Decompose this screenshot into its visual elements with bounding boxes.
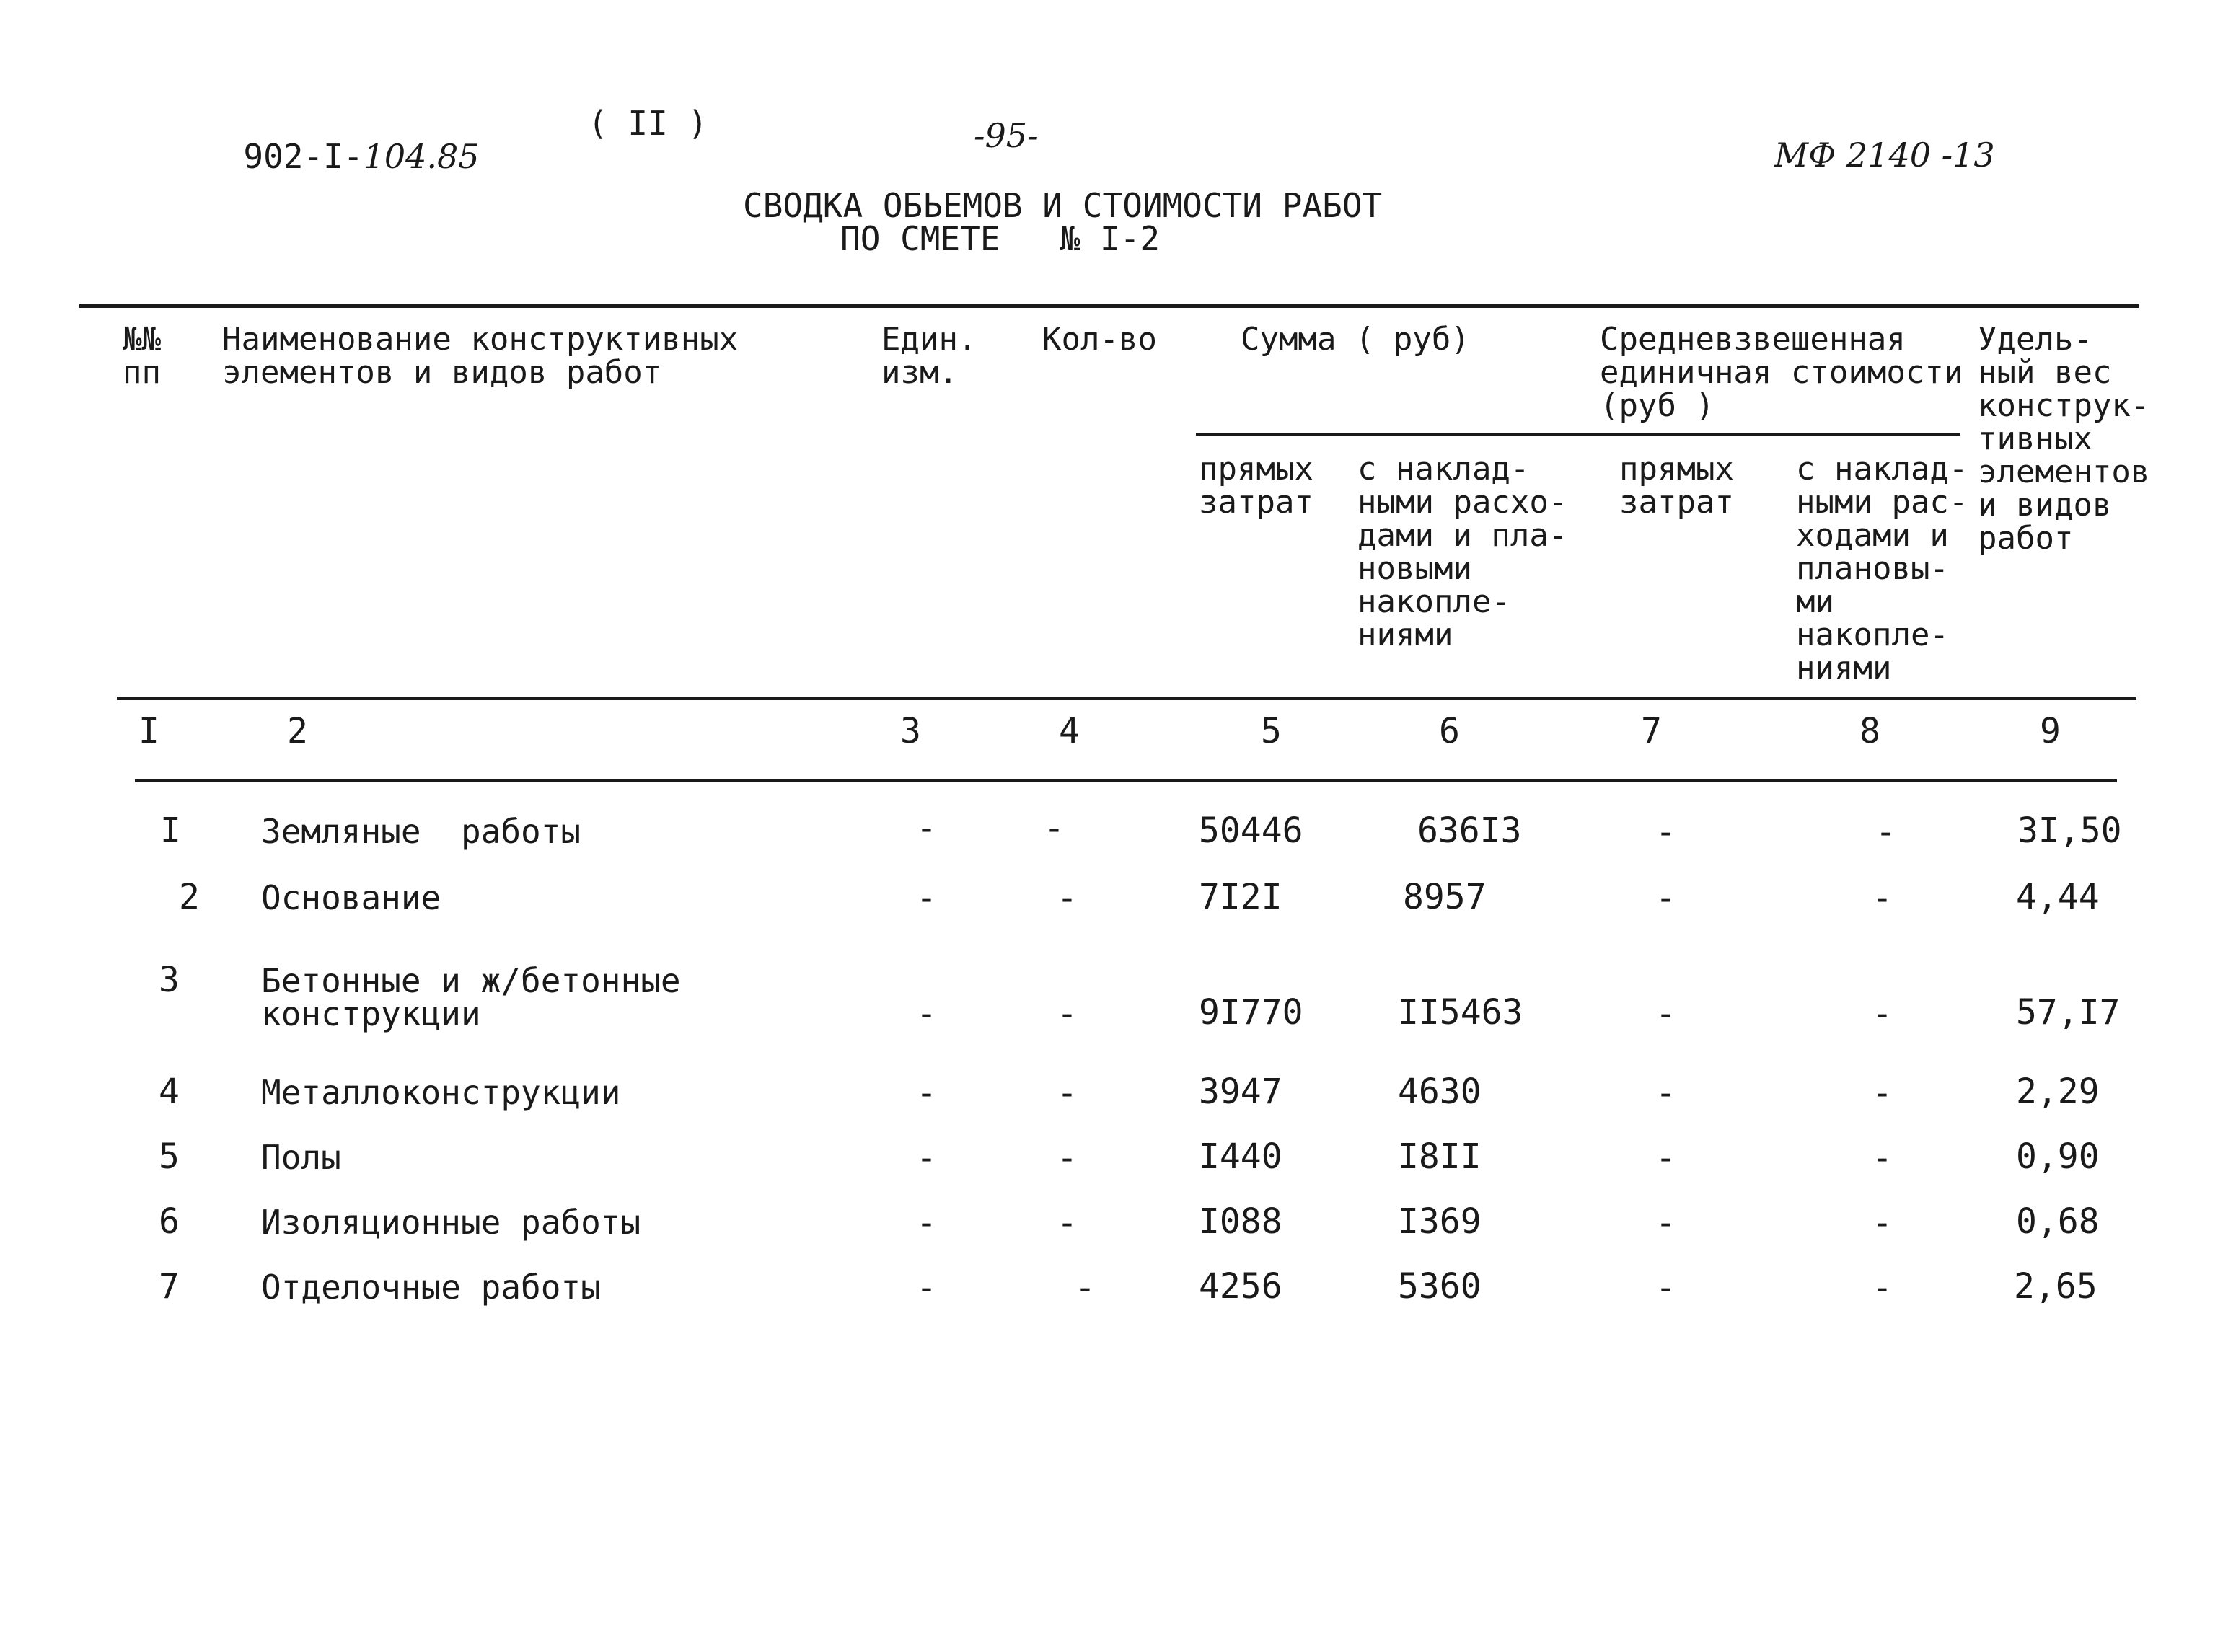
table-top-rule (79, 304, 2139, 308)
table-row-share: 4,44 (2016, 877, 2100, 917)
table-row-average-direct: - (1655, 878, 1676, 919)
table-row-share: 2,65 (2014, 1266, 2097, 1307)
document-title: СВОДКА ОБЬЕМОВ И СТОИМОСТИ РАБОТ (743, 186, 1383, 225)
table-row-sum-overhead: I369 (1398, 1201, 1482, 1242)
table-row-average-overhead: - (1872, 994, 1893, 1034)
table-row-sum-overhead: II5463 (1398, 992, 1523, 1033)
table-row-average-direct: - (1655, 812, 1676, 852)
table-row-share: 3I,50 (2017, 810, 2122, 851)
column-number: 5 (1261, 711, 1282, 751)
table-row-sum-direct: I440 (1199, 1136, 1282, 1177)
table-row-share: 2,29 (2016, 1072, 2100, 1112)
table-row-sum-overhead: 5360 (1398, 1266, 1482, 1307)
table-row-unit: - (916, 1268, 937, 1308)
document-code-handwritten: 104.85 (363, 137, 480, 176)
document-code-printed: 902-I- (243, 137, 364, 176)
table-row-number: 7 (159, 1266, 180, 1307)
column-number: 7 (1641, 711, 1662, 751)
header-average-direct: прямых затрат (1619, 451, 1734, 521)
table-row-sum-direct: I088 (1199, 1201, 1282, 1242)
table-row-name: Полы (261, 1138, 341, 1177)
table-row-number: 5 (159, 1136, 180, 1177)
table-row-quantity: - (1057, 878, 1078, 919)
document-subtitle: ПО СМЕТЕ № I-2 (840, 219, 1161, 258)
column-number: I (138, 711, 159, 751)
header-unit: Един. изм. (881, 321, 977, 391)
table-row-unit: - (916, 1073, 937, 1113)
table-row-average-direct: - (1655, 994, 1676, 1034)
table-row-name: Отделочные работы (261, 1268, 601, 1307)
volume-label: ( II ) (588, 104, 708, 143)
table-row-unit: - (916, 994, 937, 1034)
header-sum-overhead: с наклад- ными расхо- дами и пла- новыми накопле- ниями (1357, 451, 1568, 653)
column-numbers-rule (135, 779, 2117, 782)
sum-group-rule (1196, 433, 1960, 436)
table-row-unit: - (916, 1203, 937, 1243)
column-number: 8 (1859, 711, 1880, 751)
table-row-number: 2 (179, 877, 200, 917)
table-row-average-direct: - (1655, 1138, 1676, 1178)
header-item-name: Наименование конструктивных элементов и видов работ (222, 321, 739, 391)
table-row-number: 3 (159, 960, 180, 1000)
table-row-average-overhead: - (1872, 1073, 1893, 1113)
table-row-sum-direct: 50446 (1199, 810, 1303, 851)
table-row-share: 57,I7 (2016, 992, 2121, 1033)
table-row-quantity: - (1057, 1138, 1078, 1178)
header-sum-group: Сумма ( руб) (1241, 321, 1470, 358)
table-row-quantity: - (1075, 1268, 1096, 1308)
table-row-average-direct: - (1655, 1073, 1676, 1113)
table-row-quantity: - (1044, 808, 1065, 849)
table-row-unit: - (916, 878, 937, 919)
table-row-name: Изоляционные работы (261, 1203, 641, 1242)
table-row-share: 0,90 (2016, 1136, 2100, 1177)
header-sum-direct: прямых затрат (1199, 451, 1313, 521)
table-row-name: Металлоконструкции (261, 1073, 621, 1112)
table-row-average-overhead: - (1872, 878, 1893, 919)
table-row-sum-direct: 9I770 (1199, 992, 1303, 1033)
table-row-unit: - (916, 808, 937, 849)
document-code (203, 107, 480, 176)
table-row-sum-direct: 4256 (1199, 1266, 1282, 1307)
table-row-average-direct: - (1655, 1268, 1676, 1308)
table-row-average-overhead: - (1872, 1138, 1893, 1178)
header-row-number: №№ пп (123, 321, 161, 391)
table-row-quantity: - (1057, 1203, 1078, 1243)
table-row-quantity: - (1057, 994, 1078, 1034)
table-row-sum-overhead: 636I3 (1417, 810, 1522, 851)
header-quantity: Кол-во (1042, 321, 1157, 358)
table-row-average-direct: - (1655, 1203, 1676, 1243)
table-row-sum-overhead: 8957 (1403, 877, 1487, 917)
table-row-quantity: - (1057, 1073, 1078, 1113)
header-average-group: Средневзвешенная единичная стоимости (руб ) (1600, 321, 1963, 424)
table-row-number: 6 (159, 1201, 180, 1242)
header-share: Удель- ный вес конструк- тивных элементов и видов работ (1978, 321, 2150, 557)
table-row-number: 4 (159, 1072, 180, 1112)
column-number: 2 (287, 711, 308, 751)
table-row-name: Бетонные и ж/бетонные конструкции (261, 961, 681, 1033)
column-number: 4 (1059, 711, 1080, 751)
sheet-mark: МФ 2140 -13 (1774, 136, 1995, 175)
table-row-average-overhead: - (1872, 1268, 1893, 1308)
table-row-sum-direct: 3947 (1199, 1072, 1282, 1112)
column-number: 9 (2040, 711, 2061, 751)
table-row-sum-overhead: 4630 (1398, 1072, 1482, 1112)
page-number: -95- (974, 116, 1039, 155)
table-row-unit: - (916, 1138, 937, 1178)
table-row-name: Основание (261, 878, 441, 917)
column-number: 6 (1439, 711, 1460, 751)
table-row-share: 0,68 (2016, 1201, 2100, 1242)
table-row-sum-overhead: I8II (1398, 1136, 1482, 1177)
table-row-sum-direct: 7I2I (1199, 877, 1282, 917)
table-row-average-overhead: - (1872, 1203, 1893, 1243)
header-bottom-rule (117, 697, 2136, 700)
table-row-name: Земляные работы (261, 812, 581, 851)
table-row-average-overhead: - (1875, 812, 1896, 852)
header-average-overhead: с наклад- ными рас- ходами и плановы- ми накопле- ниями (1796, 451, 1968, 686)
column-number: 3 (900, 711, 921, 751)
table-row-number: I (160, 810, 181, 851)
